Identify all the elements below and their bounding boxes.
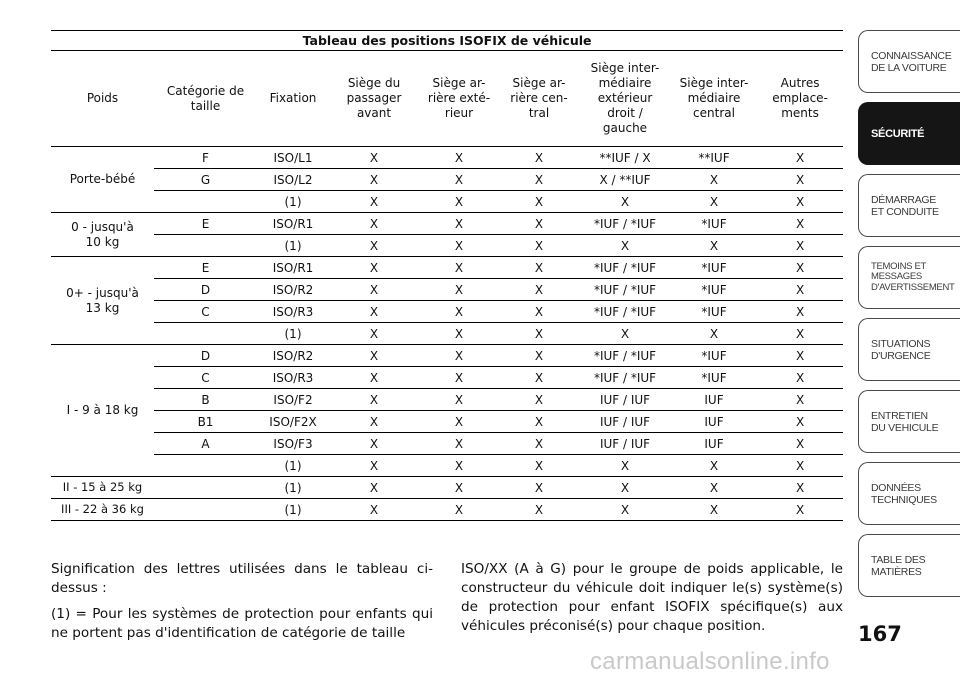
isofix-table [51,30,843,521]
table-cell: *IUF [671,345,757,367]
table-cell: *IUF / *IUF [579,257,671,279]
table-cell: X [419,499,499,521]
table-cell: X [419,477,499,499]
table-cell: X [757,213,843,235]
text-column-left [51,560,433,650]
table-row [51,433,843,455]
sidebar-tab-temoins[interactable] [858,246,960,309]
table-cell: X [757,169,843,191]
table-cell: X [419,169,499,191]
table-cell: ISO/R2 [257,279,329,301]
table-cell: IUF [671,433,757,455]
table-cell: ISO/F2X [257,411,329,433]
table-cell: (1) [257,235,329,257]
sidebar-tab-label: TABLE DES MATIÈRES [871,553,926,578]
weight-group-label: 0+ - jusqu'à 13 kg [51,257,154,345]
table-cell: X [671,169,757,191]
table-cell: X [757,279,843,301]
sidebar-tab-connaissance[interactable] [858,30,960,93]
table-cell [154,455,257,477]
table-cell: IUF / IUF [579,411,671,433]
header-cell: Poids [51,51,154,147]
table-cell: *IUF / *IUF [579,345,671,367]
table-cell: X [499,345,579,367]
table-cell: G [154,169,257,191]
table-cell: X [419,367,499,389]
table-cell: *IUF [671,257,757,279]
sidebar-tab-label: TEMOINS ET MESSAGES D'AVERTISSEMENT [871,260,955,293]
table-cell: X [329,411,419,433]
table-cell: X [499,455,579,477]
table-body [51,147,843,521]
table-cell: X [671,191,757,213]
table-cell: X [671,323,757,345]
table-cell: X [499,279,579,301]
table-row [51,279,843,301]
table-cell: X [671,235,757,257]
table-cell: X [419,257,499,279]
table-cell: ISO/F3 [257,433,329,455]
table-cell: *IUF / *IUF [579,213,671,235]
table-cell: X [499,389,579,411]
table-cell: X [757,389,843,411]
table-cell: X / **IUF [579,169,671,191]
sidebar-tab-label: DÉMARRAGE ET CONDUITE [871,193,939,218]
table-cell: X [579,323,671,345]
weight-group-label: Porte-bébé [51,147,154,213]
table-cell: **IUF / X [579,147,671,169]
table-cell: ISO/R3 [257,367,329,389]
table-cell: X [499,433,579,455]
table-cell: ISO/R3 [257,301,329,323]
table-cell: B [154,389,257,411]
table-row [51,389,843,411]
paragraph-note-1: (1) = Pour les systèmes de protection pour enfants qui ne portent pas d'identification de catégorie de taille [51,606,433,641]
table-cell: X [329,367,419,389]
table-cell: X [329,433,419,455]
sidebar-tab-label: SÉCURITÉ [871,127,925,140]
table-cell: X [329,455,419,477]
table-row [51,191,843,213]
table-cell: ISO/R1 [257,257,329,279]
sidebar-tab-donnees[interactable] [858,462,960,525]
table-cell: B1 [154,411,257,433]
table-cell: (1) [257,455,329,477]
header-cell: Siège inter- médiaire extérieur droit / gauche [579,51,671,147]
table-cell: D [154,345,257,367]
table-cell [154,235,257,257]
table-cell: X [757,191,843,213]
table-cell: X [499,499,579,521]
table-cell: X [499,257,579,279]
table-cell: X [757,477,843,499]
table-cell: X [499,411,579,433]
header-cell: Siège du passager avant [329,51,419,147]
table-cell: X [499,147,579,169]
table-cell [154,191,257,213]
table-cell: X [419,213,499,235]
table-cell: X [329,213,419,235]
table-cell [154,499,257,521]
table-cell: X [329,345,419,367]
table-cell: X [499,323,579,345]
table-row [51,455,843,477]
table-header-row [51,51,843,147]
table-cell: ISO/R2 [257,345,329,367]
table-cell: X [579,499,671,521]
table-cell: C [154,301,257,323]
table-cell: X [419,411,499,433]
table-cell: **IUF [671,147,757,169]
table-cell: X [329,191,419,213]
table-cell: F [154,147,257,169]
table-cell: D [154,279,257,301]
table-cell: X [671,477,757,499]
table-cell: X [757,301,843,323]
table-cell: C [154,367,257,389]
sidebar-tab-entretien[interactable] [858,390,960,453]
table-cell: (1) [257,477,329,499]
table-cell: X [419,279,499,301]
table-cell: X [419,455,499,477]
table-cell: X [329,389,419,411]
header-cell: Fixation [257,51,329,147]
table-cell: ISO/F2 [257,389,329,411]
sidebar-tab-securite[interactable] [858,102,960,165]
table-cell: X [329,499,419,521]
table-cell: *IUF / *IUF [579,279,671,301]
page-number: 167 [858,622,902,646]
weight-group-label: I - 9 à 18 kg [51,345,154,477]
table-row [51,411,843,433]
table-cell: A [154,433,257,455]
table-cell: *IUF [671,279,757,301]
table-cell: X [329,301,419,323]
table-cell: ISO/R1 [257,213,329,235]
table-cell: X [499,477,579,499]
table-title: Tableau des positions ISOFIX de véhicule [51,31,843,51]
table-cell: X [579,455,671,477]
table-cell: X [499,367,579,389]
table-row [51,257,843,279]
table-cell: X [757,147,843,169]
table-cell: IUF / IUF [579,389,671,411]
table-cell: X [499,191,579,213]
header-cell: Siège ar- rière exté- rieur [419,51,499,147]
table-cell: X [671,499,757,521]
table-cell: IUF [671,389,757,411]
table-cell: X [499,235,579,257]
table-row [51,499,843,521]
table-cell: X [419,345,499,367]
sidebar-tab-situations[interactable] [858,318,960,381]
table-cell: X [329,235,419,257]
table-cell: *IUF [671,301,757,323]
sidebar-tab-table-des-matieres[interactable] [858,534,960,597]
table-cell: E [154,257,257,279]
table-cell: X [499,169,579,191]
header-cell: Catégorie de taille [154,51,257,147]
table-cell: (1) [257,191,329,213]
table-cell: E [154,213,257,235]
table-cell: X [419,235,499,257]
table-cell: X [757,499,843,521]
table-cell: X [757,323,843,345]
table-cell: (1) [257,323,329,345]
table-cell: *IUF [671,213,757,235]
table-cell [154,477,257,499]
table-cell: IUF [671,411,757,433]
table-cell [154,323,257,345]
table-cell: X [499,301,579,323]
table-cell: X [757,455,843,477]
table-cell: X [579,191,671,213]
chapter-sidebar [858,30,960,606]
table-cell: X [757,433,843,455]
sidebar-tab-label: ENTRETIEN DU VEHICULE [871,409,939,434]
table-cell: ISO/L2 [257,169,329,191]
table-cell: *IUF / *IUF [579,301,671,323]
table-cell: X [499,213,579,235]
table-cell: X [329,147,419,169]
watermark: carmanualsonline.info [590,648,830,675]
paragraph-legend-intro: Signification des lettres utilisées dans le tableau ci-dessus : [51,561,433,596]
table-row [51,301,843,323]
table-row [51,323,843,345]
table-cell: *IUF / *IUF [579,367,671,389]
table-cell: X [419,191,499,213]
header-cell: Autres emplace- ments [757,51,843,147]
table-cell: X [329,323,419,345]
table-cell: X [329,477,419,499]
table-cell: X [419,433,499,455]
header-cell: Siège inter- médiaire central [671,51,757,147]
table-cell: IUF / IUF [579,433,671,455]
header-cell: Siège ar- rière cen- tral [499,51,579,147]
table-cell: X [419,301,499,323]
table-cell: X [419,323,499,345]
table-row [51,235,843,257]
paragraph-iso-explanation: ISO/XX (A à G) pour le groupe de poids applicable, le constructeur du véhicule doit indiquer le(s) système(s) de protection pour enfant ISOFIX spécifique(s) aux véhicules préconisé(s) pour chaque position. [461,561,843,634]
table-cell: X [329,257,419,279]
sidebar-tab-label: CONNAISSANCE DE LA VOITURE [871,49,952,74]
table-cell: X [329,169,419,191]
table-row [51,147,843,169]
sidebar-tab-demarrage[interactable] [858,174,960,237]
weight-group-label: 0 - jusqu'à 10 kg [51,213,154,257]
table-cell: X [419,147,499,169]
weight-group-label: III - 22 à 36 kg [51,499,154,521]
table-cell: *IUF [671,367,757,389]
table-row [51,213,843,235]
table-row [51,169,843,191]
table-row [51,345,843,367]
table-row [51,367,843,389]
table-cell: ISO/L1 [257,147,329,169]
table-cell: X [671,455,757,477]
page-content [51,30,843,521]
text-column-right [461,560,843,643]
table-cell: X [579,235,671,257]
table-cell: X [757,345,843,367]
table-cell: (1) [257,499,329,521]
table-cell: X [757,235,843,257]
sidebar-tab-label: DONNÉES TECHNIQUES [871,481,937,506]
table-row [51,477,843,499]
table-cell: X [579,477,671,499]
table-cell: X [419,389,499,411]
weight-group-label: II - 15 à 25 kg [51,477,154,499]
sidebar-tab-label: SITUATIONS D'URGENCE [871,337,931,362]
table-cell: X [329,279,419,301]
table-cell: X [757,411,843,433]
table-cell: X [757,257,843,279]
table-cell: X [757,367,843,389]
